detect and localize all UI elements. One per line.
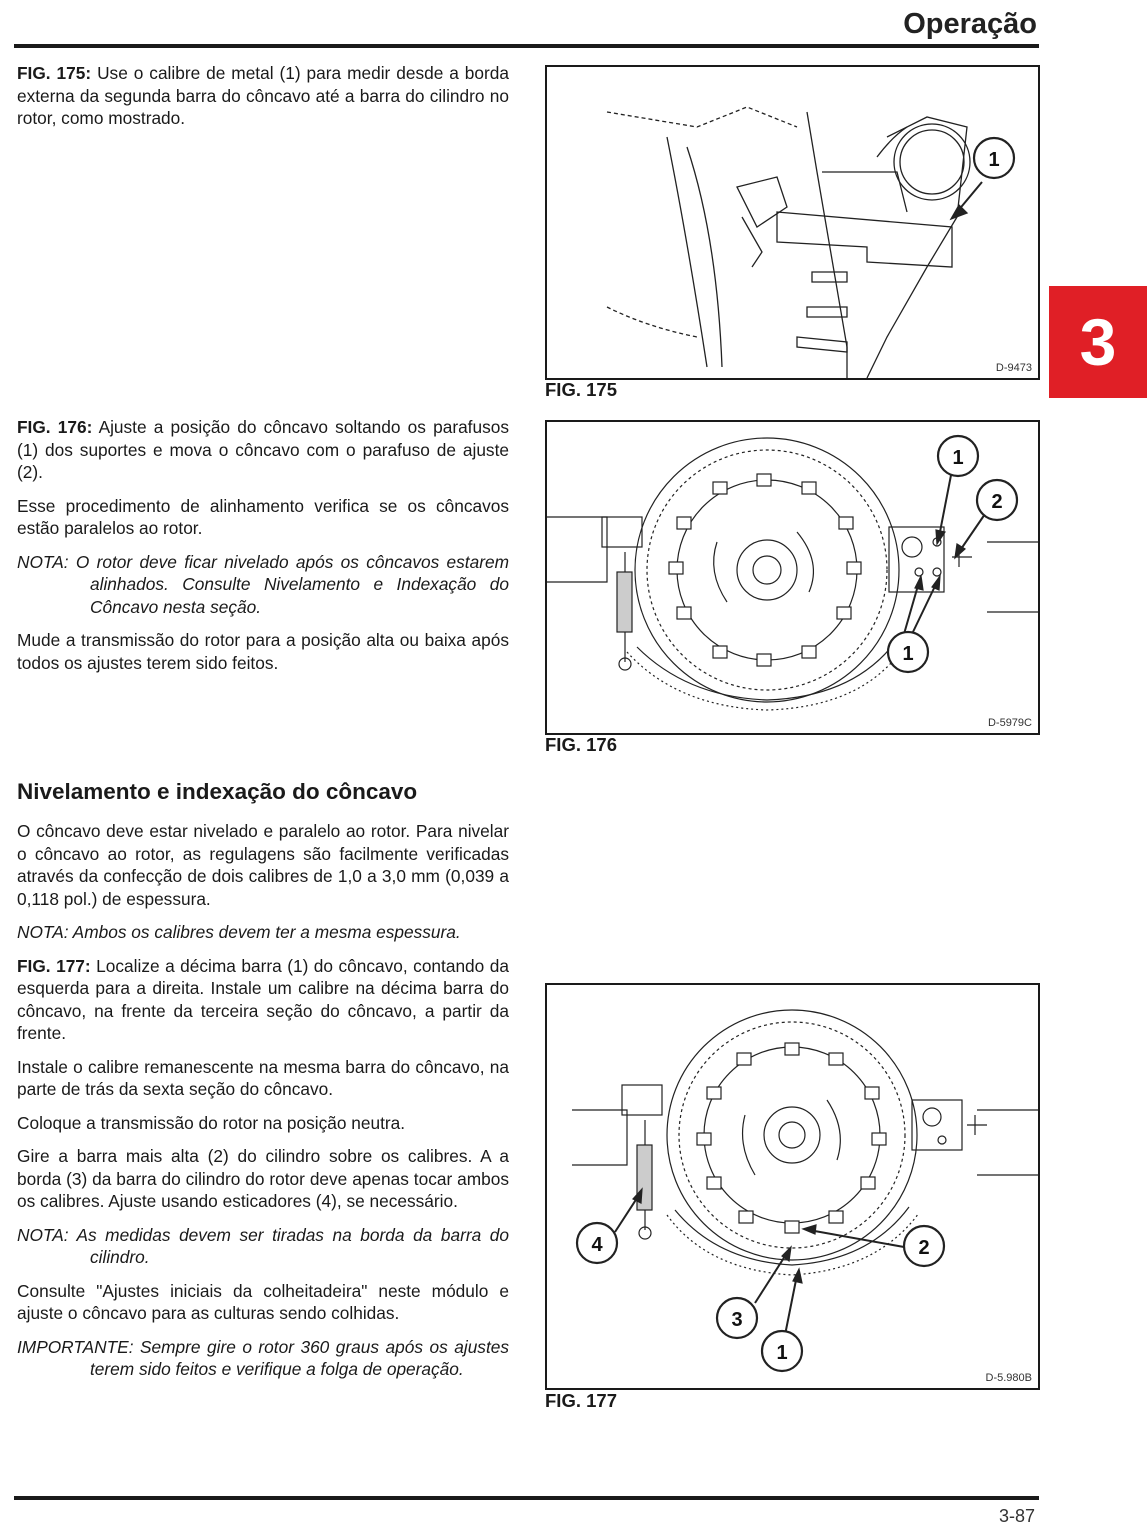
fig175-text-block xyxy=(17,62,509,141)
header-rule xyxy=(14,44,1039,48)
figure-177-callout-3: 3 xyxy=(731,1309,743,1331)
figure-175-caption: FIG. 175 xyxy=(545,379,617,400)
fig176-note: NOTA: O rotor deve ficar nivelado após os côncavos estarem alinhados. Consulte Nivelamento e Indexação do Côncavo nesta seção. xyxy=(17,551,509,617)
fig176-text-block xyxy=(17,416,509,685)
fig177-label: FIG. 177: xyxy=(17,955,91,976)
section-text-block xyxy=(17,820,509,1392)
fig177-paragraph-5: Consulte "Ajustes iniciais da colheitadeira" neste módulo e ajuste o côncavo para as culturas sendo colhidas. xyxy=(17,1280,509,1323)
figure-175-drawing xyxy=(547,67,1038,378)
fig177-paragraph-2: Instale o calibre remanescente na mesma barra do côncavo, na parte de trás da sexta seção do côncavo. xyxy=(17,1056,509,1099)
fig175-label: FIG. 175: xyxy=(17,63,92,83)
figure-175 xyxy=(545,65,1040,380)
fig176-label: FIG. 176: xyxy=(17,417,93,437)
figure-176 xyxy=(545,420,1040,735)
section-paragraph-1: O côncavo deve estar nivelado e paralelo ao rotor. Para nivelar o côncavo ao rotor, as regulagens são facilmente verificadas através da confecção de dois calibres de 1,0 a 3,0 mm (0,039 a 0,118 pol.) de espessura. xyxy=(17,821,509,909)
fig176-paragraph-3: Mude a transmissão do rotor para a posição alta ou baixa após todos os ajustes terem sido feitos. xyxy=(17,630,509,673)
fig177-text: Localize a décima barra (1) do côncavo, contando da esquerda para a direita. Instale um calibre na décima barra do côncavo, na frente da terceira seção do côncavo, a partir da frente. xyxy=(17,955,509,1043)
footer-rule xyxy=(14,1496,1039,1500)
figure-176-callout-1: 1 xyxy=(952,447,964,469)
fig176-paragraph xyxy=(17,416,509,484)
figure-175-callout-1: 1 xyxy=(988,149,1000,171)
fig177-paragraph-3: Coloque a transmissão do rotor na posição neutra. xyxy=(17,1112,406,1133)
section-note: NOTA: Ambos os calibres devem ter a mesma espessura. xyxy=(17,922,461,942)
figure-177-callout-2: 2 xyxy=(918,1237,930,1259)
figure-176-callout-3: 1 xyxy=(902,643,914,665)
chapter-tab: 3 xyxy=(1049,286,1147,398)
section-heading: Nivelamento e indexação do côncavo xyxy=(17,779,418,804)
figure-176-callout-2: 2 xyxy=(991,491,1003,513)
figure-177-ref: D-5.980B xyxy=(985,1372,1032,1384)
figure-177-drawing xyxy=(547,985,1038,1388)
page-number: 3-87 xyxy=(998,1506,1035,1526)
page-header-title: Operação xyxy=(903,8,1037,40)
fig176-text: Ajuste a posição do côncavo soltando os parafusos (1) dos suportes e mova o côncavo com o parafuso de ajuste (2). xyxy=(17,417,509,482)
figure-177-callout-4: 4 xyxy=(591,1234,603,1256)
figure-177-callout-1: 1 xyxy=(776,1342,788,1364)
fig175-paragraph xyxy=(17,62,509,130)
fig175-text: Use o calibre de metal (1) para medir desde a borda externa da segunda barra do côncavo até a barra do cilindro no rotor, como mostrado. xyxy=(17,63,510,128)
figure-177-caption: FIG. 177 xyxy=(545,1390,617,1411)
fig177-paragraph-4: Gire a barra mais alta (2) do cilindro sobre os calibres. A a borda (3) da barra do cilindro do rotor deve apenas tocar ambos os calibres. Ajuste usando esticadores (4), se necessário. xyxy=(17,1146,509,1211)
fig177-note: NOTA: As medidas devem ser tiradas na borda da barra do cilindro. xyxy=(17,1224,509,1267)
fig177-important: IMPORTANTE: Sempre gire o rotor 360 graus após os ajustes terem sido feitos e verifique a folga de operação. xyxy=(17,1336,509,1379)
figure-176-drawing xyxy=(547,422,1038,733)
figure-177 xyxy=(545,983,1040,1390)
figure-175-ref: D-9473 xyxy=(995,362,1032,374)
fig177-paragraph xyxy=(17,955,509,1045)
figure-176-ref: D-5979C xyxy=(987,717,1032,729)
fig176-paragraph-2: Esse procedimento de alinhamento verifica se os côncavos estão paralelos ao rotor. xyxy=(17,495,509,538)
figure-176-caption: FIG. 176 xyxy=(545,734,617,755)
